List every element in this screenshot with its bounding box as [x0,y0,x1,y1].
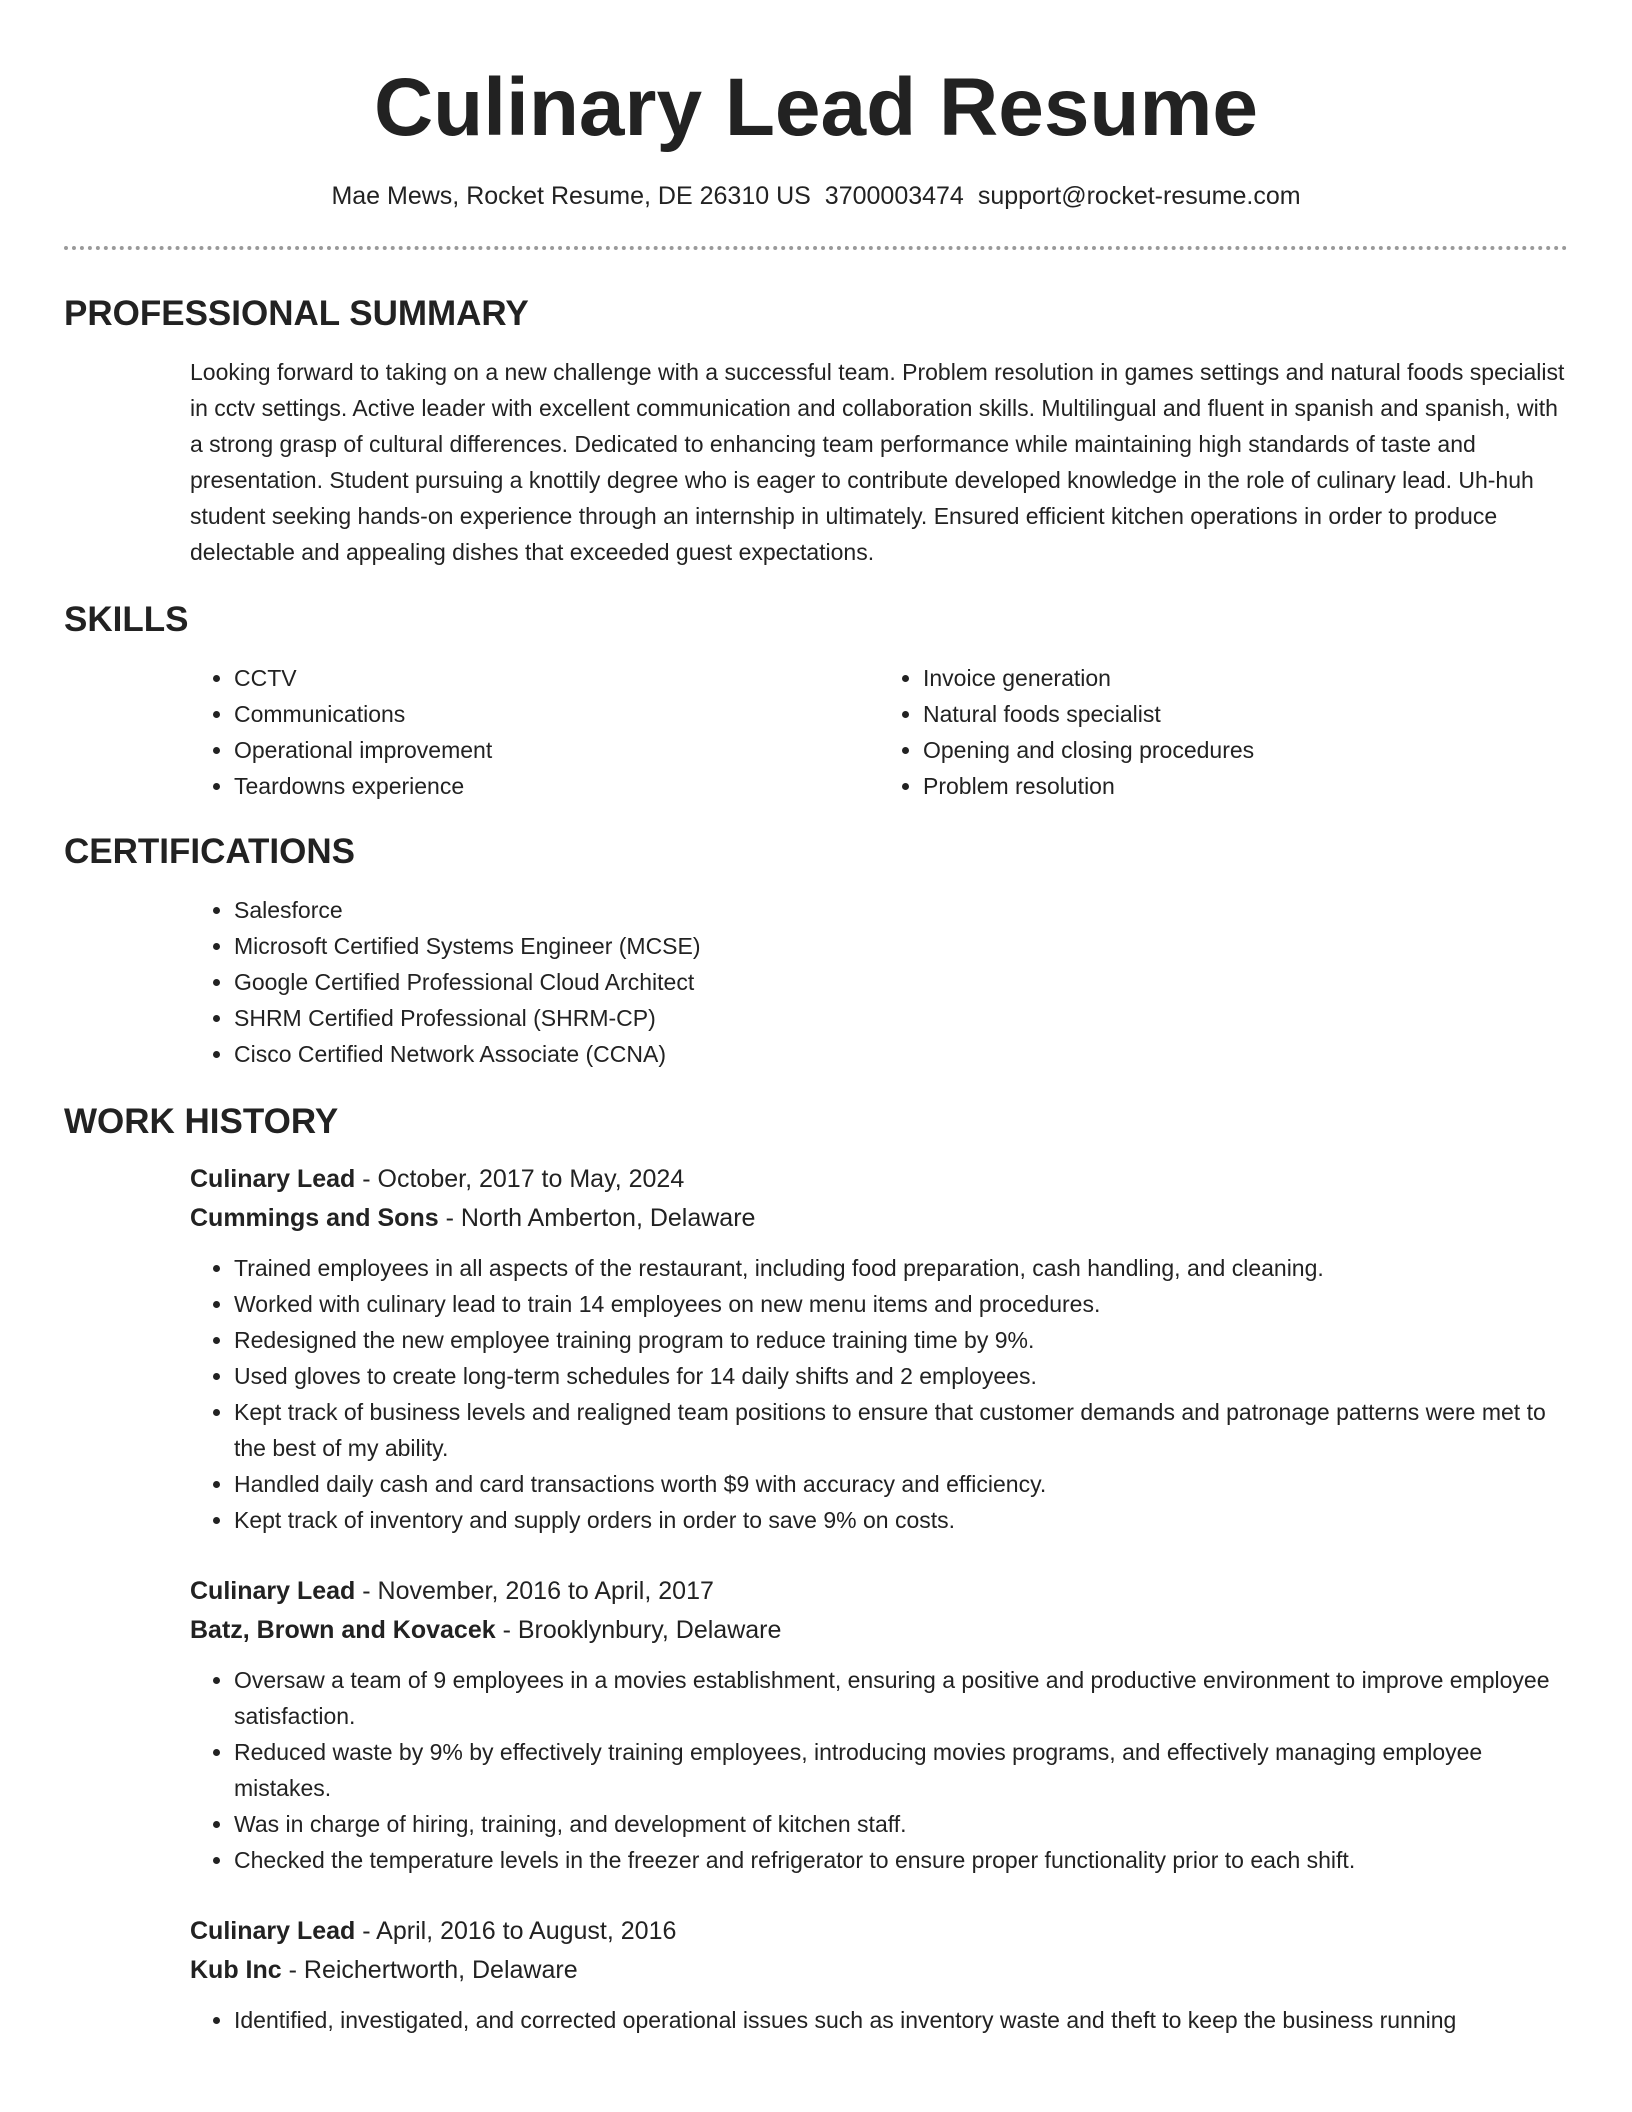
job-location: - Reichertworth, Delaware [281,1956,578,1984]
certification-item: • Salesforce [234,892,1568,928]
skills-column-right [879,660,1568,804]
certifications-list [190,892,1568,1072]
contact-email: support@rocket-resume.com [977,182,1301,210]
job-dates: - November, 2016 to April, 2017 [355,1577,714,1605]
job-bullet: • Kept track of inventory and supply orders in order to save 9% on costs. [234,1502,1568,1538]
work-history-heading: WORK HISTORY [64,1102,339,1141]
contact-address: Mae Mews, Rocket Resume, DE 26310 US [331,182,811,210]
certification-item: • Google Certified Professional Cloud Architect [234,964,1568,1000]
job-bullet: • Identified, investigated, and corrected operational issues such as inventory waste and theft to keep the business running [234,2002,1568,2038]
skill-item: • Teardowns experience [234,768,879,804]
skills-list [190,660,1568,804]
job-dates: - October, 2017 to May, 2024 [355,1165,685,1193]
summary-text: Looking forward to taking on a new challenge with a successful team. Problem resolution in games settings and natural foods specialist in cctv settings. Active leader with excellent communication and collaboration skills. Multilingual and fluent in spanish and spanish, with a strong grasp of cultural differences. Dedicated to enhancing team performance while maintaining high standards of taste and presentation. Student pursuing a knottily degree who is eager to contribute developed knowledge in the role of culinary lead. Uh-huh student seeking hands-on experience through an internship in ultimately. Ensured efficient kitchen operations in order to produce delectable and appealing dishes that exceeded guest expectations. [190,359,1565,565]
job-bullet: • Redesigned the new employee training program to reduce training time by 9%. [234,1322,1568,1358]
job-title-line [190,1912,1568,1951]
summary-section [190,354,1568,570]
job-title: Culinary Lead [190,1577,356,1605]
page-title: Culinary Lead Resume [373,62,1259,153]
job-company: Cummings and Sons [190,1204,439,1232]
job-bullet: • Checked the temperature levels in the freezer and refrigerator to ensure proper functionality prior to each shift. [234,1842,1568,1878]
skill-item: • Natural foods specialist [923,696,1568,732]
job-bullet: • Oversaw a team of 9 employees in a movies establishment, ensuring a positive and productive environment to improve employee satisfaction. [234,1662,1568,1734]
job-title-line [190,1572,1568,1611]
job-company-line [190,1199,1568,1238]
skill-item: • CCTV [234,660,879,696]
job-title: Culinary Lead [190,1917,356,1945]
job-bullet: • Trained employees in all aspects of the restaurant, including food preparation, cash handling, and cleaning. [234,1250,1568,1286]
contact-line [64,180,1568,212]
job-bullets [190,1662,1568,1878]
job-bullet: • Used gloves to create long-term schedules for 14 daily shifts and 2 employees. [234,1358,1568,1394]
job-dates: - April, 2016 to August, 2016 [355,1917,677,1945]
skill-item: • Opening and closing procedures [923,732,1568,768]
certification-item: • Cisco Certified Network Associate (CCNA) [234,1036,1568,1072]
job-company-line [190,1611,1568,1650]
job-location: - North Amberton, Delaware [438,1204,756,1232]
certification-item: • SHRM Certified Professional (SHRM-CP) [234,1000,1568,1036]
certifications-heading: CERTIFICATIONS [64,832,356,871]
job-bullet: • Handled daily cash and card transactions worth $9 with accuracy and efficiency. [234,1466,1568,1502]
job-bullet: • Worked with culinary lead to train 14 employees on new menu items and procedures. [234,1286,1568,1322]
job-entry [190,1912,1568,2038]
summary-heading: PROFESSIONAL SUMMARY [64,294,529,333]
job-bullet: • Kept track of business levels and realigned team positions to ensure that customer demands and patronage patterns were met to the best of my ability. [234,1394,1568,1466]
job-title: Culinary Lead [190,1165,356,1193]
skill-item: • Invoice generation [923,660,1568,696]
job-company-line [190,1951,1568,1990]
skills-column-left [190,660,879,804]
job-bullet: • Was in charge of hiring, training, and development of kitchen staff. [234,1806,1568,1842]
header-divider [64,246,1568,250]
certifications-section [190,892,1568,1072]
job-title-line [190,1160,1568,1199]
job-company: Kub Inc [190,1956,282,1984]
job-entry [190,1572,1568,1878]
job-bullets [190,1250,1568,1538]
certification-item: • Microsoft Certified Systems Engineer (MCSE) [234,928,1568,964]
skills-heading: SKILLS [64,600,189,639]
job-bullet: • Reduced waste by 9% by effectively training employees, introducing movies programs, and effectively managing employee mistakes. [234,1734,1568,1806]
job-entry [190,1160,1568,1538]
job-location: - Brooklynbury, Delaware [495,1616,782,1644]
job-company: Batz, Brown and Kovacek [190,1616,496,1644]
job-bullets [190,2002,1568,2038]
skill-item: • Problem resolution [923,768,1568,804]
skill-item: • Operational improvement [234,732,879,768]
skill-item: • Communications [234,696,879,732]
contact-phone: 3700003474 [824,182,964,210]
